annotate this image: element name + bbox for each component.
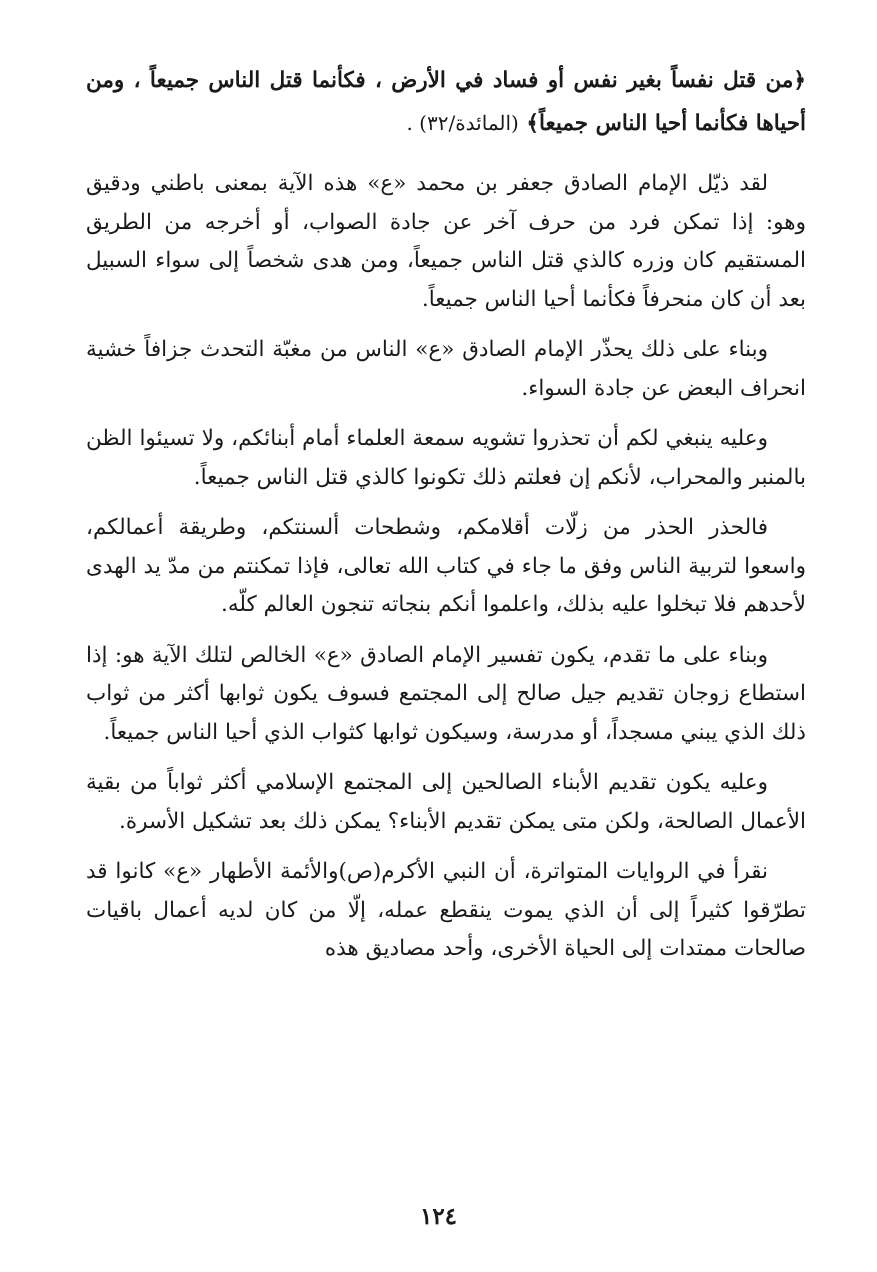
verse-reference: (المائدة/٣٢) . xyxy=(406,111,519,135)
paragraph-2: وبناء على ذلك يحذّر الإمام الصادق «ع» الناس من مغبّة التحدث جزافاً خشية انحراف البعض عن جادة السواء. xyxy=(86,337,806,401)
paragraph-4: فالحذر الحذر من زلّات أقلامكم، وشطحات ألسنتكم، وطريقة أعمالكم، واسعوا لتربية الناس وفق ما جاء في كتاب الله تعالى، فإذا تمكنتم من مدّ يد الهدى لأحدهم فلا تبخلوا عليه بذلك، واعلموا أنكم بنجاته تنجون العالم كلّه. xyxy=(86,515,806,617)
page-body xyxy=(86,60,806,981)
paragraph-5: وبناء على ما تقدم، يكون تفسير الإمام الصادق «ع» الخالص لتلك الآية هو: إذا استطاع زوجان تقديم جيل صالح إلى المجتمع فسوف يكون ثوابها أكثر من ثواب ذلك الذي يبني مسجداً، أو مدرسة، وسيكون ثوابها كثواب الذي أحيا الناس جميعاً. xyxy=(86,642,806,745)
paragraph-7: نقرأ في الروايات المتواترة، أن النبي الأكرم(ص)والأئمة الأطهار «ع» كانوا قد تطرّقوا كثيراً إلى أن الذي يموت ينقطع عمله، إلّا من كان لديه أعمال باقيات صالحات ممتدات إلى الحياة الأخرى، وأحد مصاديق هذه xyxy=(86,859,806,961)
verse-text: ﴿من قتل نفساً بغير نفس أو فساد في الأرض ، فكأنما قتل الناس جميعاً ، ومن أحياها فكأنما أحيا الناس جميعاً﴾ xyxy=(86,68,806,136)
paragraph-3: وعليه ينبغي لكم أن تحذروا تشويه سمعة العلماء أمام أبنائكم، ولا تسيئوا الظن بالمنبر والمحراب، لأنكم إن فعلتم ذلك تكونوا كالذي قتل الناس جميعاً. xyxy=(86,426,806,490)
quran-verse xyxy=(86,60,806,145)
paragraph-6: وعليه يكون تقديم الأبناء الصالحين إلى المجتمع الإسلامي أكثر ثواباً من بقية الأعمال الصالحة، ولكن متى يمكن تقديم الأبناء؟ يمكن ذلك بعد تشكيل الأسرة. xyxy=(86,770,806,834)
page-number: ١٢٤ xyxy=(419,1203,458,1230)
paragraph-1: لقد ذيّل الإمام الصادق جعفر بن محمد «ع» هذه الآية بمعنى باطني ودقيق وهو: إذا تمكن فرد من حرف آخر عن جادة الصواب، أو أخرجه من الطريق المستقيم كان وزره كالذي قتل الناس جميعاً، ومن هدى شخصاً إلى سواء السبيل بعد أن كان منحرفاً فكأنما أحيا الناس جميعاً. xyxy=(86,171,806,312)
